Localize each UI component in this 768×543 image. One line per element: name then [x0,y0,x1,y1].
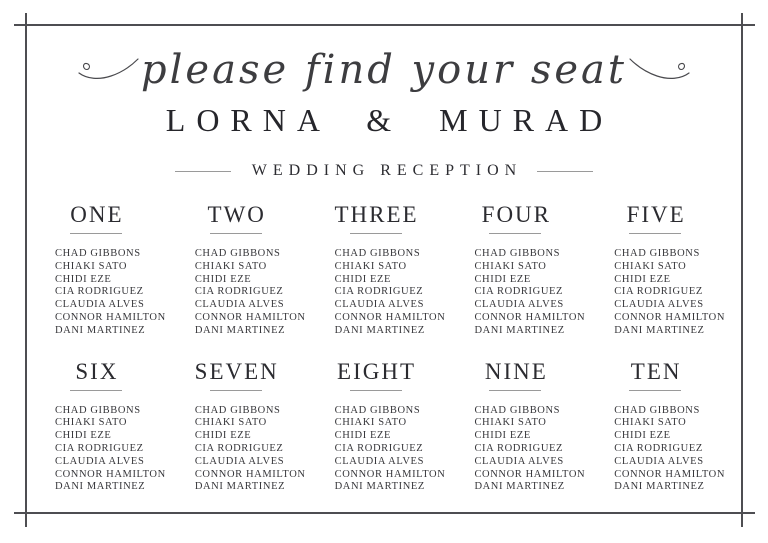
guest-name: CLAUDIA ALVES [334,299,425,311]
guest-name: CIA RODRIGUEZ [55,442,144,454]
table-underline [629,233,681,234]
guest-name: CHIDI EZE [194,430,252,442]
guest-name: CHIAKI SATO [614,260,687,272]
guest-name: CHIAKI SATO [55,260,128,272]
couple-names-title: LORNA & MURAD [165,102,614,138]
table-underline [210,390,262,391]
guest-list [306,405,446,495]
guest-name: CHIDI EZE [614,273,671,285]
guest-name: CHIAKI SATO [55,417,128,429]
guest-name: CLAUDIA ALVES [614,455,704,467]
table-number-label: ONE [70,202,124,227]
table-underline [70,390,122,391]
guest-name: DANI MARTINEZ [474,481,565,493]
frame-line-bottom [14,512,755,514]
guest-name: CLAUDIA ALVES [334,455,425,467]
guest-name: DANI MARTINEZ [474,324,565,336]
table-underline [489,233,541,234]
guest-name: CHIDI EZE [55,430,112,442]
guest-name: CONNOR HAMILTON [334,468,446,480]
guest-name: CONNOR HAMILTON [194,468,306,480]
guest-name: CHIDI EZE [194,273,252,285]
table-number-label: FOUR [481,202,552,227]
guest-name: CHAD GIBBONS [194,404,281,416]
guest-name: CLAUDIA ALVES [474,299,564,311]
guest-name: CIA RODRIGUEZ [334,286,424,298]
guest-name: CLAUDIA ALVES [474,455,564,467]
guest-list [585,248,725,338]
guest-name: CHIDI EZE [334,430,392,442]
guest-name: CLAUDIA ALVES [55,299,145,311]
guest-name: DANI MARTINEZ [55,481,146,493]
table-number-label: THREE [334,202,419,227]
table-underline [350,233,402,234]
table-number-label: SEVEN [194,358,279,384]
table-underline [489,390,541,391]
table-column [306,200,446,338]
guest-name: CHAD GIBBONS [474,404,561,416]
guest-name: CLAUDIA ALVES [614,299,704,311]
table-number-label: SIX [75,358,119,384]
guest-list [445,248,585,338]
flourish-left-icon [77,53,139,87]
guest-name: CIA RODRIGUEZ [614,442,703,454]
guest-name: CHAD GIBBONS [614,248,700,259]
guest-name: CHAD GIBBONS [614,404,700,416]
table-underline [210,233,262,234]
guest-name: CIA RODRIGUEZ [55,286,144,298]
guest-name: CIA RODRIGUEZ [194,286,284,298]
script-title: please find your seat [141,47,627,93]
guest-name: CHIAKI SATO [194,260,267,272]
table-number-label: TEN [630,358,682,384]
guest-name: DANI MARTINEZ [194,481,286,493]
subtitle-rule-left [175,171,231,172]
table-column [445,200,585,338]
guest-name: DANI MARTINEZ [614,324,705,336]
script-title-row [0,30,768,110]
guest-list [306,248,446,338]
table-column [26,357,166,495]
guest-name: CHIDI EZE [334,273,392,285]
table-column [26,200,166,338]
guest-name: DANI MARTINEZ [334,481,425,493]
table-column [445,357,585,495]
guest-name: CHIDI EZE [614,430,671,442]
guest-name: CHIAKI SATO [194,417,267,429]
table-underline [629,390,681,391]
table-number-label: TWO [207,202,266,227]
guest-name: CHAD GIBBONS [55,248,141,259]
guest-name: CONNOR HAMILTON [55,468,166,480]
guest-name: CHIAKI SATO [614,417,687,429]
guest-list [26,405,166,495]
guest-name: CHIAKI SATO [334,260,407,272]
guest-list [585,405,725,495]
guest-name: CHAD GIBBONS [474,248,561,259]
frame-line-top [14,24,755,26]
guest-name: DANI MARTINEZ [614,481,705,493]
event-subtitle-row [0,160,768,182]
guest-name: CIA RODRIGUEZ [334,442,424,454]
guest-list [445,405,585,495]
guest-list [166,405,306,495]
guest-name: CHIAKI SATO [334,417,407,429]
guest-name: CHAD GIBBONS [194,248,281,259]
guest-name: CIA RODRIGUEZ [194,442,284,454]
guest-name: CIA RODRIGUEZ [474,286,564,298]
guest-name: CONNOR HAMILTON [194,311,306,323]
guest-name: DANI MARTINEZ [334,324,425,336]
guest-name: CIA RODRIGUEZ [474,442,564,454]
seating-grid [26,200,726,494]
guest-name: CIA RODRIGUEZ [614,286,703,298]
table-column [306,357,446,495]
guest-name: CHAD GIBBONS [55,404,141,416]
flourish-right-icon [629,53,691,87]
table-underline [70,233,122,234]
event-subtitle: WEDDING RECEPTION [251,162,523,179]
table-column [585,357,725,495]
guest-name: CLAUDIA ALVES [194,455,285,467]
guest-name: CONNOR HAMILTON [474,311,586,323]
table-column [166,357,306,495]
subtitle-rule-right [537,171,593,172]
table-number-label: NINE [484,358,548,384]
table-column [585,200,725,338]
table-underline [350,390,402,391]
guest-name: CHIAKI SATO [474,417,547,429]
guest-name: CLAUDIA ALVES [194,299,285,311]
guest-name: CONNOR HAMILTON [334,311,446,323]
guest-name: CHIAKI SATO [474,260,547,272]
guest-list [166,248,306,338]
guest-list [26,248,166,338]
guest-name: CONNOR HAMILTON [55,311,166,323]
guest-name: DANI MARTINEZ [55,324,146,336]
guest-name: CHAD GIBBONS [334,248,421,259]
guest-name: CHIDI EZE [55,273,112,285]
guest-name: CONNOR HAMILTON [474,468,586,480]
table-number-label: EIGHT [337,358,417,384]
guest-name: CLAUDIA ALVES [55,455,145,467]
table-number-label: FIVE [626,202,686,227]
guest-name: CHIDI EZE [474,273,531,285]
table-column [166,200,306,338]
guest-name: DANI MARTINEZ [194,324,286,336]
guest-name: CHIDI EZE [474,430,531,442]
guest-name: CONNOR HAMILTON [614,311,726,323]
guest-name: CONNOR HAMILTON [614,468,726,480]
guest-name: CHAD GIBBONS [334,404,421,416]
